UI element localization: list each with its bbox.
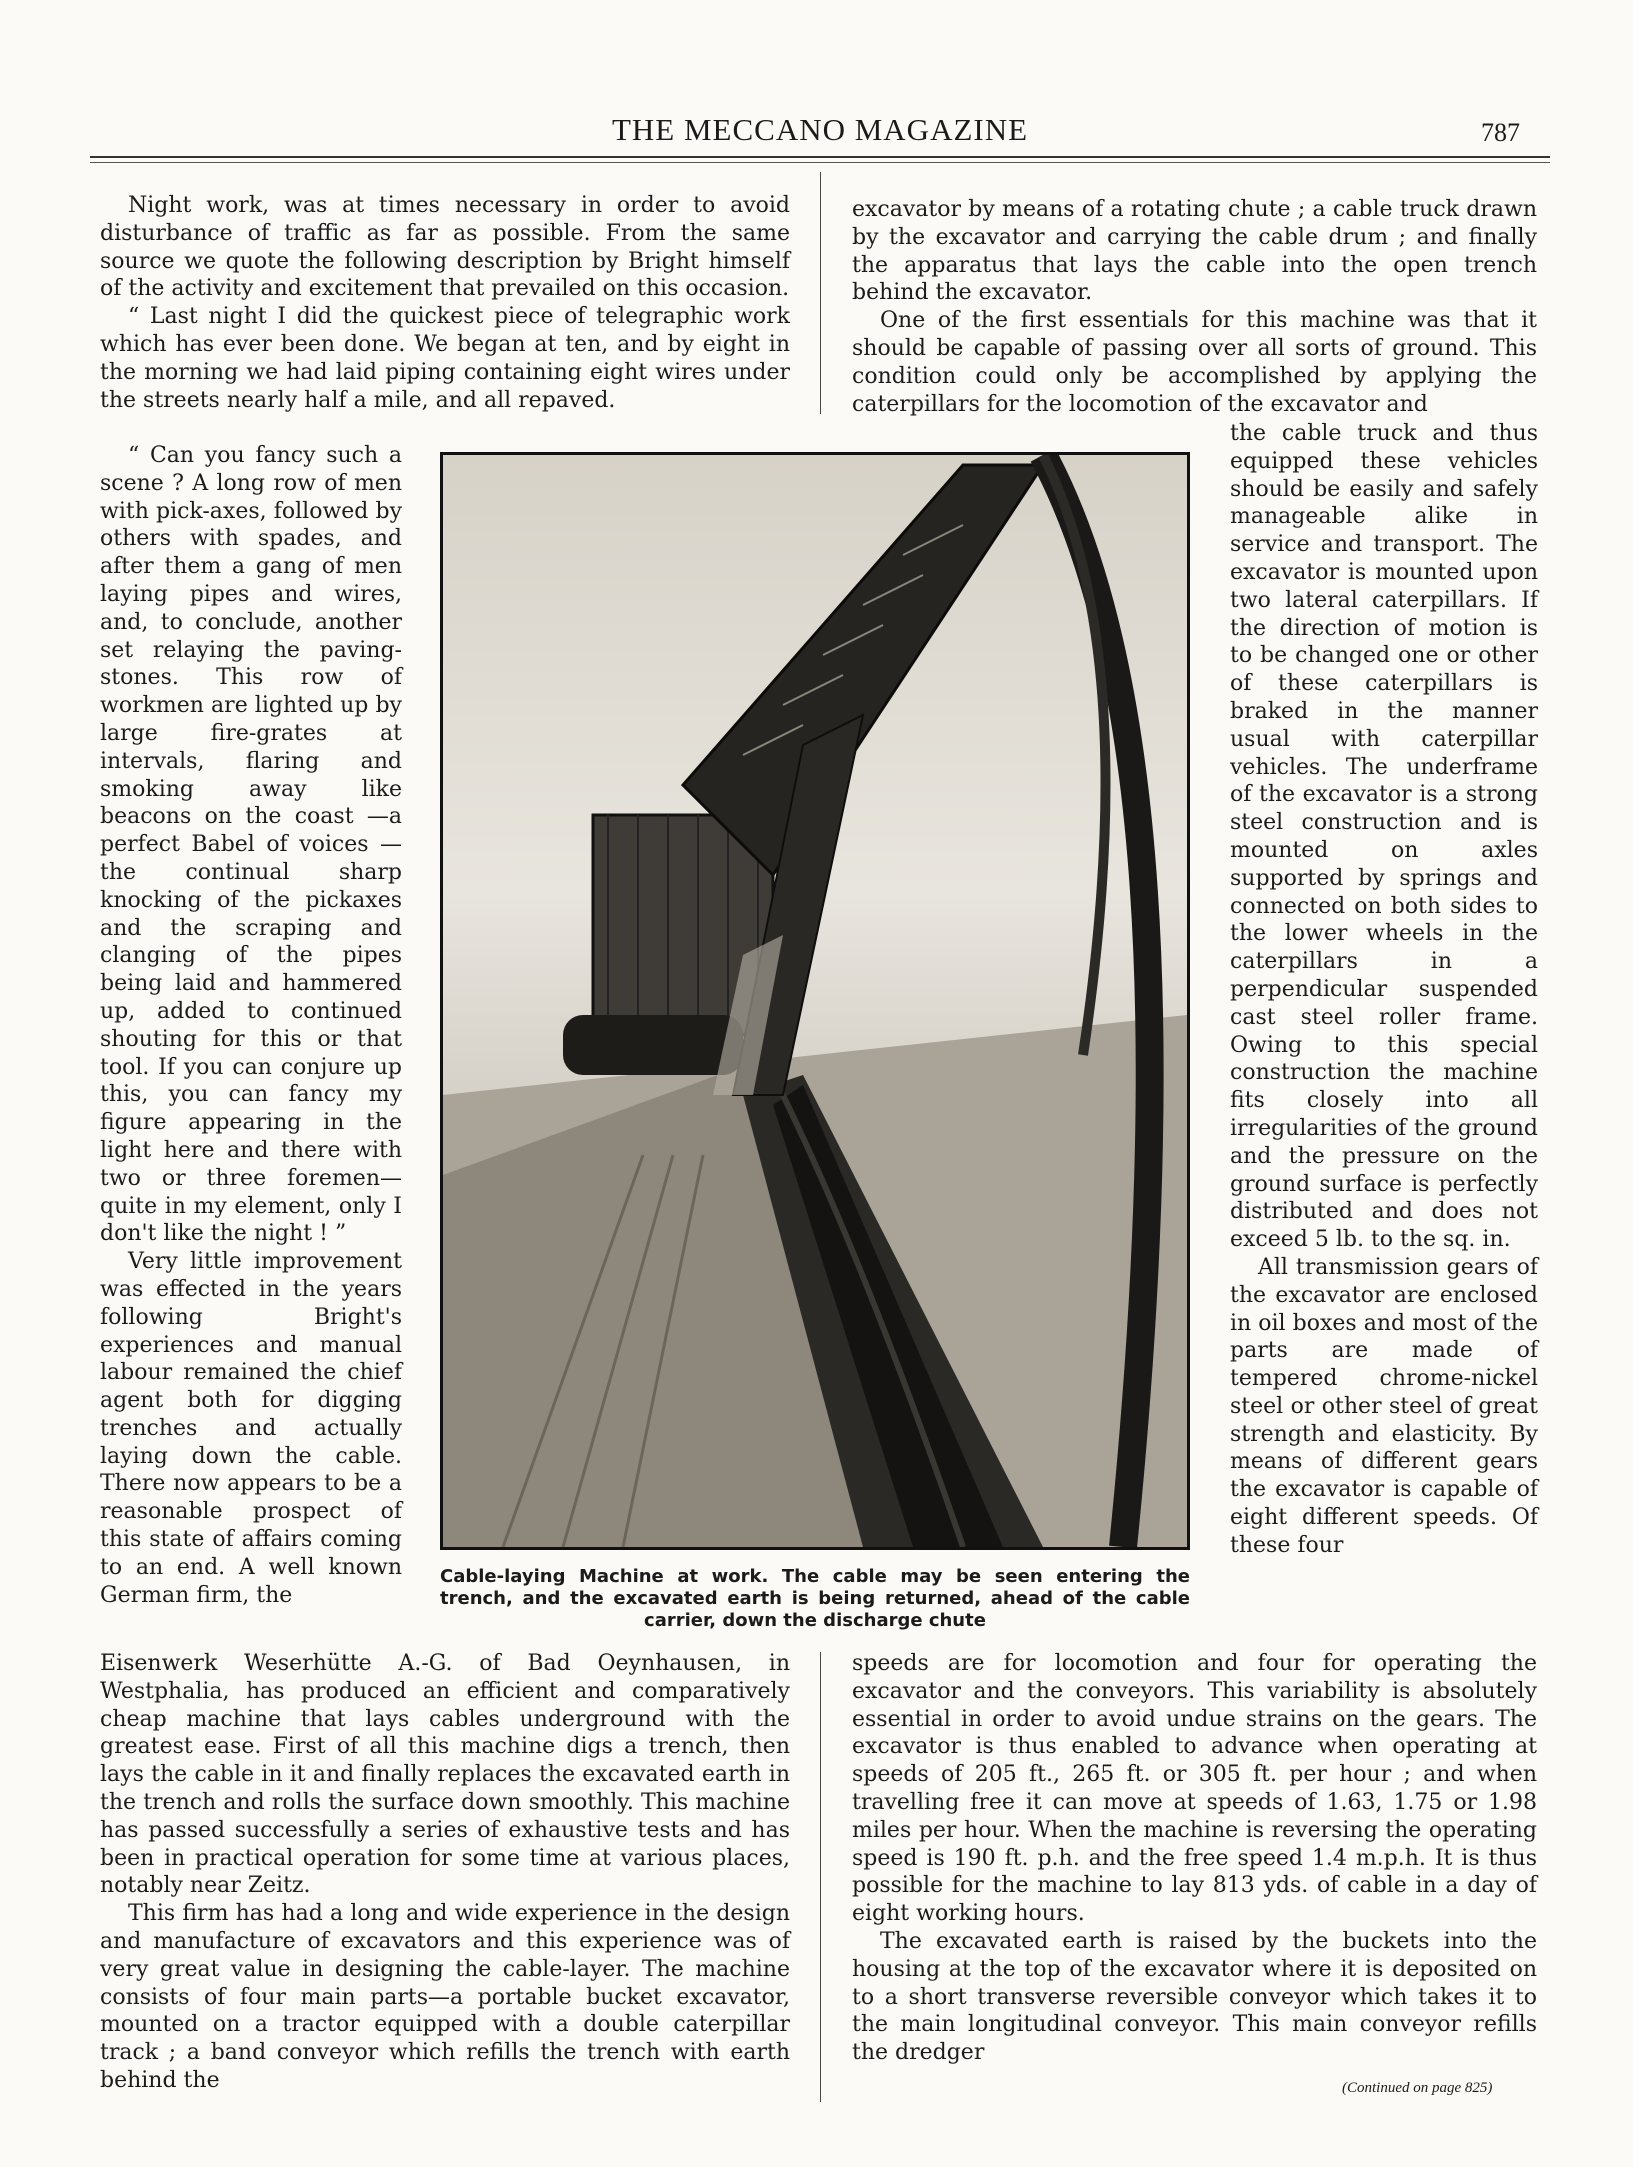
machine-photo-illustration [443, 455, 1187, 1547]
paragraph: Eisenwerk Weserhütte A.-G. of Bad Oeynhausen, in Westphalia, has produced an efficient and comparatively cheap machine that lays cables underground with the greatest ease. First of all this machine digs a trench, then lays the cable in it and finally replaces the excavated earth in the trench and rolls the surface down smoothly. This machine has passed successfully a series of exhaustive tests and has been in practical operation for some time at various places, notably near Zeitz. [100, 1651, 790, 1899]
paragraph: the cable truck and thus equipped these vehicles should be easily and safely manageable alike in service and transport. The excavator is mounted upon two lateral caterpillars. If the direction of motion is to be changed one or other of these caterpillars is braked in the manner usual with caterpillar vehicles. The underframe of the excavator is a strong steel construction and is mounted on axles supported by springs and connected on both sides to the lower wheels in the caterpillars in a perpendicular suspended cast steel roller frame. Owing to this special construction the machine fits closely into all irregularities of the ground and the pressure on the ground surface is perfectly distributed and does not exceed 5 lb. to the sq. in. [1230, 421, 1538, 1253]
paragraph: Night work, was at times necessary in order to avoid disturbance of traffic as far as possible. From the same source we quote the following description by Bright himself of the activity and excitement that prevailed on this occasion. [100, 193, 790, 302]
magazine-title: THE MECCANO MAGAZINE [611, 112, 1029, 147]
paragraph: This firm has had a long and wide experience in the design and manufacture of excavators and this experience was of very great value in designing the cable-layer. The machine consists of four main parts—a portable bucket excavator, mounted on a tractor equipped with a double caterpillar track ; a band conveyor which refills the trench with earth behind the [100, 1901, 790, 2093]
paragraph: One of the first essentials for this machine was that it should be capable of passing over all sorts of ground. This condition could only be accomplished by applying the caterpillars for the locomotion of the excavator and [852, 308, 1537, 417]
right-column-bottom-text [852, 1650, 1537, 2067]
paragraph: speeds are for locomotion and four for operating the excavator and the conveyors. This variability is absolutely essential in order to avoid undue strains on the gears. The excavator is thus enabled to advance when operating at speeds of 205 ft., 265 ft. or 305 ft. per hour ; and when travelling free it can move at speeds of 1.63, 1.75 or 1.98 miles per hour. When the machine is reversing the operating speed is 190 ft. p.h. and the free speed 1.4 m.p.h. It is thus possible for the machine to lay 813 yds. of cable in a day of eight working hours. [852, 1651, 1537, 1927]
column-divider-bottom [820, 1652, 821, 2102]
paragraph: Very little improvement was effected in the years following Bright's experiences and manual labour remained the chief agent both for digging trenches and actually laying down the cable. There now appears to be a reasonable prospect of this state of affairs coming to an end. A well known German firm, the [100, 1249, 402, 1608]
paragraph: “ Can you fancy such a scene ? A long row of men with pick-axes, followed by others with spades, and after them a gang of men laying pipes and wires, and, to conclude, another set relaying the paving-stones. This row of workmen are lighted up by large fire-grates at intervals, flaring and smoking away like beacons on the coast —a perfect Babel of voices — the continual sharp knocking of the pickaxes and the scraping and clanging of the pipes being laid and hammered up, added to continued shouting for this or that tool. If you can conjure up this, you can fancy my figure appearing in the light here and there with two or three foremen—quite in my element, only I don't like the night ! ” [100, 443, 402, 1247]
paragraph: “ Last night I did the quickest piece of telegraphic work which has ever been done. We began at ten, and by eight in the morning we had laid piping containing eight wires under the streets nearly half a mile, and all repaved. [100, 304, 790, 413]
left-column-top-text [100, 192, 790, 414]
right-narrow-column-text [1230, 420, 1538, 1560]
continued-note: (Continued on page 825) [1342, 2080, 1493, 2096]
right-column-top-text [852, 196, 1537, 418]
left-column-bottom-text [100, 1650, 790, 2095]
cable-laying-machine-photo [440, 452, 1190, 1550]
photo-caption: Cable-laying Machine at work. The cable may be seen entering the trench, and the excavated earth is being returned, ahead of the cable carrier, down the discharge chute [440, 1566, 1190, 1631]
page-header [90, 112, 1550, 158]
paragraph: The excavated earth is raised by the buckets into the housing at the top of the excavator where it is deposited on to a short transverse reversible conveyor which takes it to the main longitudinal conveyor. This main conveyor refills the dredger [852, 1928, 1537, 2066]
header-rule [90, 162, 1550, 163]
paragraph: excavator by means of a rotating chute ; a cable truck drawn by the excavator and carrying the cable drum ; and finally the apparatus that lays the cable into the open trench behind the excavator. [852, 197, 1537, 306]
left-narrow-column-text [100, 442, 402, 1609]
page-number: 787 [1481, 118, 1520, 147]
column-divider-top [820, 172, 821, 414]
paragraph: All transmission gears of the excavator are enclosed in oil boxes and most of the parts are made of tempered chrome-nickel steel or other steel of great strength and elasticity. By means of different gears the excavator is capable of eight different speeds. Of these four [1230, 1254, 1538, 1558]
